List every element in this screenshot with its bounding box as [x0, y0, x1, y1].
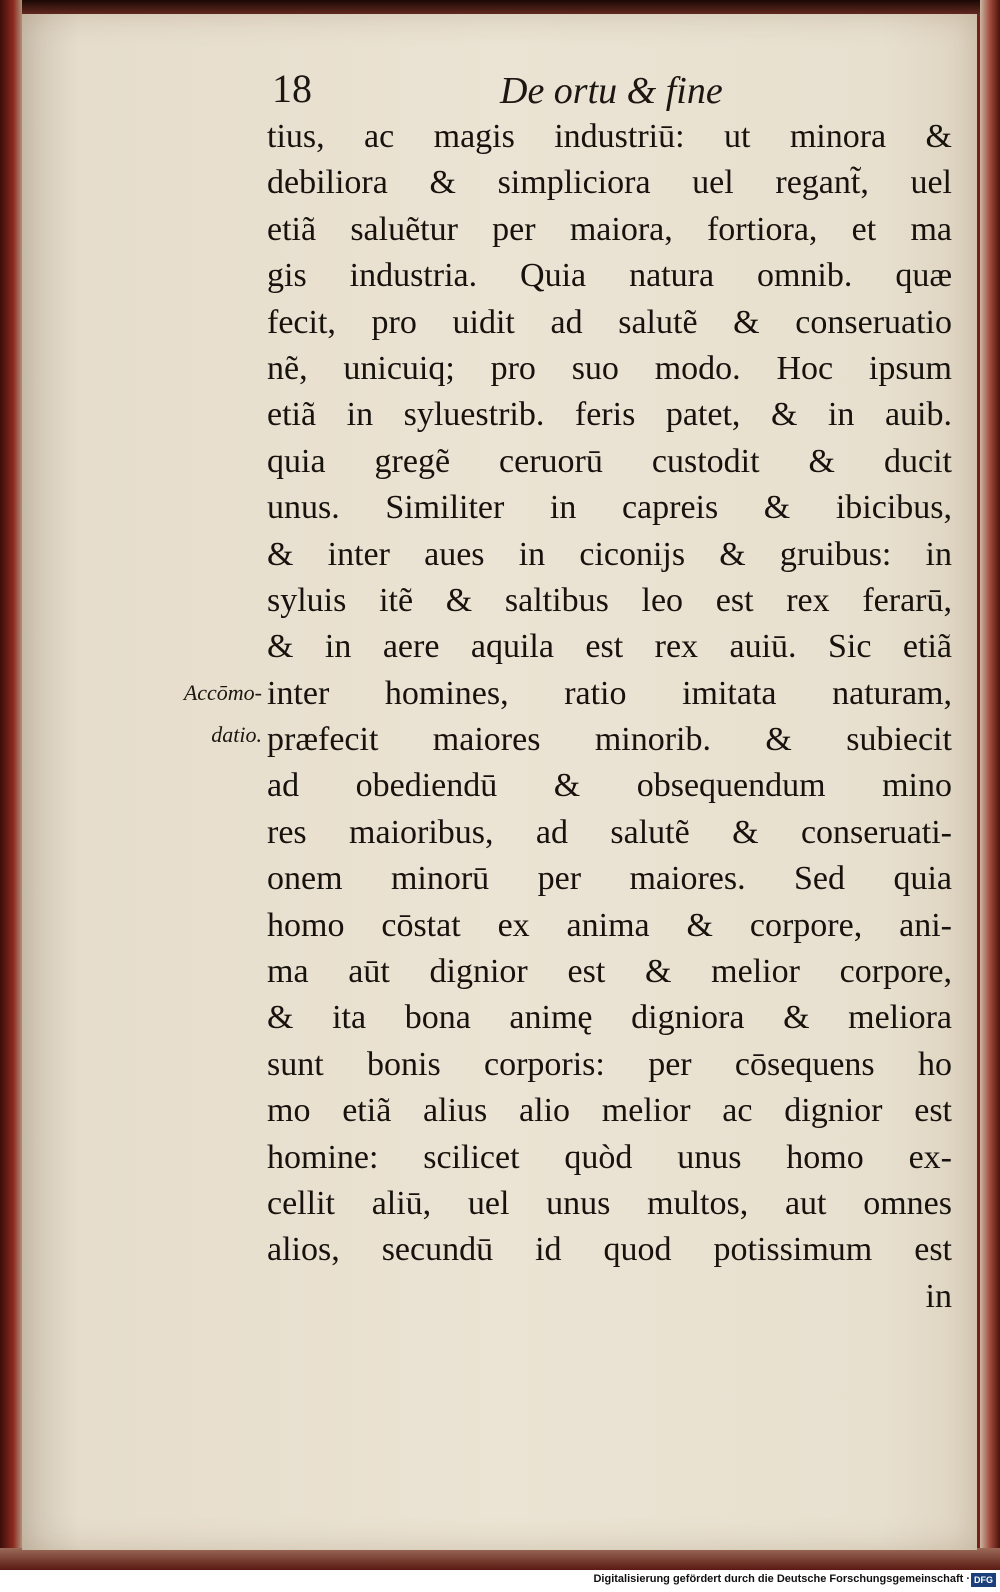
text-line: inter homines, ratio imitata naturam,: [267, 674, 952, 712]
body-text: [267, 114, 952, 1320]
catchword: in: [925, 1277, 952, 1315]
text-line: alios, secundū id quod potissimum est: [267, 1231, 952, 1269]
text-line: ma aūt dignior est & melior corpore,: [267, 953, 952, 991]
text-line: tius, ac magis industriū: ut minora &: [267, 118, 952, 155]
text-line: præfecit maiores minorib. & subiecit: [267, 721, 952, 759]
text-line: mo etiã alius alio melior ac dignior est: [267, 1092, 952, 1130]
text-line: gis industria. Quia natura omnib. quæ: [267, 257, 952, 295]
page-number: 18: [272, 66, 312, 111]
dfg-logo: DFG: [971, 1573, 996, 1587]
funding-credit: Digitalisierung gefördert durch die Deutsche Forschungsgemeinschaft ·: [593, 1573, 970, 1585]
text-line: & ita bona animę digniora & meliora: [267, 999, 952, 1037]
text-line: ad obediendū & obsequendum mino: [267, 767, 952, 805]
book-binding-edge: [0, 0, 22, 1570]
marginal-note: [112, 672, 262, 756]
text-line: quia gregẽ ceruorū custodit & ducit: [267, 442, 952, 480]
book-page: [22, 14, 977, 1550]
text-line: fecit, pro uidit ad salutẽ & conseruatio: [267, 303, 952, 341]
text-line: etiã in syluestrib. feris patet, & in auib.: [267, 396, 952, 434]
text-line: nẽ, unicuiq; pro suo modo. Hoc ipsum: [267, 349, 952, 387]
text-line: onem minorū per maiores. Sed quia: [267, 860, 952, 898]
text-line: unus. Similiter in capreis & ibicibus,: [267, 489, 952, 527]
book-fore-edge: [980, 0, 1000, 1570]
text-line: homo cōstat ex anima & corpore, ani-: [267, 906, 952, 944]
text-line: syluis itẽ & saltibus leo est rex ferarū,: [267, 581, 952, 619]
book-bottom-edge: [0, 1548, 1000, 1570]
text-line: & in aere aquila est rex auiū. Sic etiã: [267, 628, 952, 666]
running-head: De ortu & fine: [500, 70, 723, 112]
text-line: sunt bonis corporis: per cōsequens ho: [267, 1045, 952, 1083]
text-line: cellit aliū, uel unus multos, aut omnes: [267, 1184, 952, 1222]
text-line: debiliora & simpliciora uel regant̃, uel: [267, 164, 952, 202]
text-line: etiã saluẽtur per maiora, fortiora, et ma: [267, 210, 952, 248]
text-line: res maioribus, ad salutẽ & conseruati-: [267, 813, 952, 851]
footer-bar: [0, 1570, 1000, 1592]
text-line: & inter aues in ciconijs & gruibus: in: [267, 535, 952, 573]
marginal-note-line: datio.: [211, 722, 262, 747]
marginal-note-line: Accōmo-: [183, 680, 262, 705]
text-line: homine: scilicet quòd unus homo ex-: [267, 1138, 952, 1176]
